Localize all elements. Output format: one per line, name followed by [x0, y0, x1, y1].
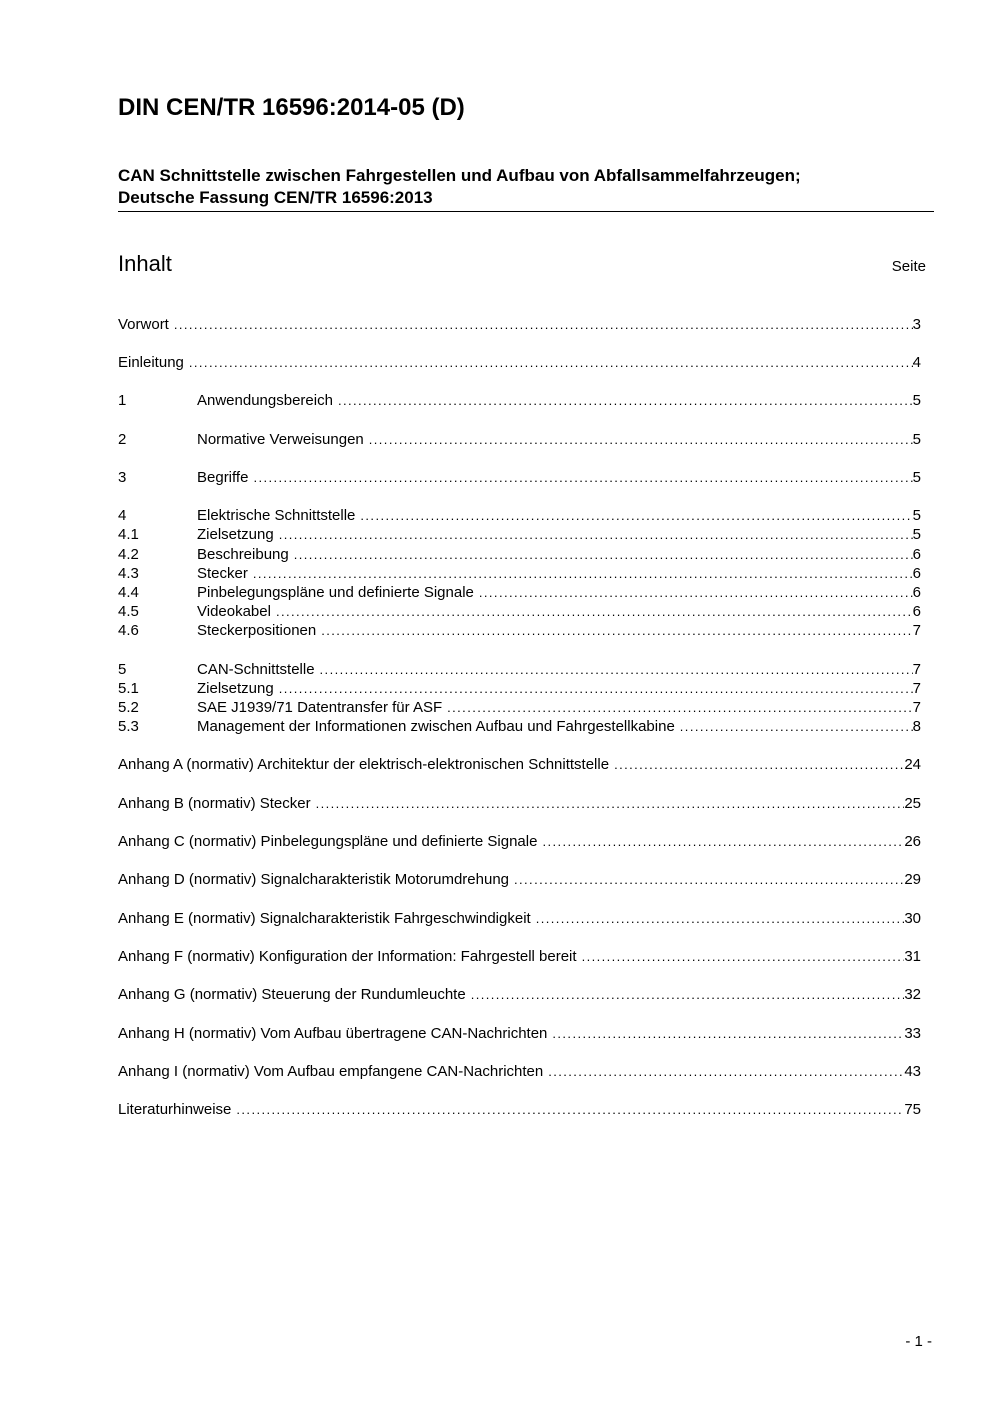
toc-page-column-label: Seite [891, 258, 926, 275]
toc-entry-number: 4.5 [118, 603, 139, 620]
toc-entry-label [197, 545, 921, 565]
toc-dot-leader [360, 506, 912, 526]
toc-entry-label [197, 525, 921, 545]
toc-dot-leader [316, 794, 905, 814]
toc-entry-title: Pinbelegungspläne und definierte Signale [197, 584, 474, 601]
toc-entry-page: 29 [904, 871, 921, 888]
toc-dot-leader [614, 755, 904, 775]
toc-entry-number: 5.2 [118, 699, 139, 716]
document-title-line-1: CAN Schnittstelle zwischen Fahrgestellen und Aufbau von Abfallsammelfahrzeugen; [118, 166, 801, 185]
toc-entry[interactable] [118, 621, 921, 641]
toc-entry[interactable] [118, 468, 921, 488]
toc-entry-number: 2 [118, 431, 127, 448]
toc-dot-leader [279, 525, 913, 545]
toc-entry-label [118, 870, 921, 890]
toc-entry-number: 4.4 [118, 584, 139, 601]
toc-dot-leader [174, 315, 913, 335]
toc-entry[interactable] [118, 430, 921, 450]
toc-entry-number: 5.1 [118, 680, 139, 697]
toc-entry[interactable] [118, 947, 921, 967]
toc-entry-number: 4.6 [118, 622, 139, 639]
toc-entry-title: Anhang D (normativ) Signalcharakteristik Motorumdrehung [118, 871, 510, 888]
toc-entry-label [197, 621, 921, 641]
toc-entry-title: Zielsetzung [197, 526, 274, 543]
toc-entry-title: Management der Informationen zwischen Aufbau und Fahrgestellkabine [197, 718, 675, 735]
toc-entry-page: 8 [912, 718, 921, 735]
toc-entry-number: 4 [118, 507, 127, 524]
toc-entry-page: 5 [912, 469, 921, 486]
toc-entry-label [197, 583, 921, 603]
toc-entry-title: Anhang C (normativ) Pinbelegungspläne und definierte Signale [118, 833, 538, 850]
toc-entry[interactable] [118, 1024, 921, 1044]
toc-entry[interactable] [118, 679, 921, 699]
toc-entry[interactable] [118, 545, 921, 565]
toc-dot-leader [320, 660, 913, 680]
toc-entry-label [118, 832, 921, 852]
toc-entry-page: 4 [912, 354, 921, 371]
toc-entry[interactable] [118, 391, 921, 411]
toc-entry[interactable] [118, 353, 921, 373]
toc-entry-page: 6 [912, 546, 921, 563]
toc-entry-title: Anhang E (normativ) Signalcharakteristik Fahrgeschwindigkeit [118, 910, 531, 927]
toc-entry-title: Anhang F (normativ) Konfiguration der Information: Fahrgestell bereit [118, 948, 577, 965]
toc-dot-leader [471, 985, 905, 1005]
toc-entry-page: 5 [912, 431, 921, 448]
toc-entry-label [118, 985, 921, 1005]
toc-entry-label [197, 564, 921, 584]
toc-dot-leader [680, 717, 913, 737]
toc-entry[interactable] [118, 1100, 921, 1120]
document-title [118, 165, 801, 209]
toc-entry-label [118, 1024, 921, 1044]
toc-entry-title: Anhang I (normativ) Vom Aufbau empfangene CAN-Nachrichten [118, 1063, 544, 1080]
toc-entry-label [197, 679, 921, 699]
toc-entry-number: 5.3 [118, 718, 139, 735]
toc-dot-leader [189, 353, 913, 373]
toc-entry-title: Normative Verweisungen [197, 431, 364, 448]
toc-entry-title: Vorwort [118, 316, 169, 333]
toc-entry[interactable] [118, 315, 921, 335]
toc-entry-page: 5 [912, 507, 921, 524]
toc-entry-title: CAN-Schnittstelle [197, 661, 315, 678]
toc-entry-page: 6 [912, 584, 921, 601]
toc-entry-page: 24 [904, 756, 921, 773]
toc-entry-title: Anwendungsbereich [197, 392, 333, 409]
toc-dot-leader [536, 909, 905, 929]
toc-entry[interactable] [118, 832, 921, 852]
toc-entry-label [197, 468, 921, 488]
toc-dot-leader [294, 545, 913, 565]
toc-dot-leader [338, 391, 913, 411]
toc-entry-title: Videokabel [197, 603, 271, 620]
toc-entry[interactable] [118, 794, 921, 814]
toc-entry-number: 3 [118, 469, 127, 486]
toc-entry-title: Anhang A (normativ) Architektur der elektrisch-elektronischen Schnittstelle [118, 756, 610, 773]
toc-dot-leader [253, 564, 913, 584]
toc-dot-leader [253, 468, 912, 488]
toc-dot-leader [321, 621, 912, 641]
toc-entry-page: 32 [904, 986, 921, 1003]
toc-entry-page: 7 [912, 661, 921, 678]
toc-dot-leader [552, 1024, 904, 1044]
toc-dot-leader [276, 602, 913, 622]
toc-dot-leader [542, 832, 904, 852]
page-number: - 1 - [905, 1333, 932, 1350]
toc-entry-page: 25 [904, 795, 921, 812]
toc-entry-page: 75 [904, 1101, 921, 1118]
toc-entry-label [118, 1100, 921, 1120]
toc-entry-page: 5 [912, 526, 921, 543]
toc-entry-title: Anhang B (normativ) Stecker [118, 795, 311, 812]
toc-entry-label [118, 947, 921, 967]
toc-entry-title: Einleitung [118, 354, 184, 371]
toc-entry-page: 7 [912, 699, 921, 716]
toc-entry-label [197, 430, 921, 450]
toc-entry-page: 30 [904, 910, 921, 927]
toc-entry-number: 4.2 [118, 546, 139, 563]
toc-dot-leader [236, 1100, 904, 1120]
toc-entry-page: 3 [912, 316, 921, 333]
toc-entry-label [118, 909, 921, 929]
toc-dot-leader [279, 679, 913, 699]
toc-entry-title: Beschreibung [197, 546, 289, 563]
toc-entry[interactable] [118, 506, 921, 526]
toc-entry-label [118, 794, 921, 814]
title-divider [118, 211, 934, 212]
toc-entry[interactable] [118, 602, 921, 622]
toc-entry[interactable] [118, 698, 921, 718]
toc-entry-title: Anhang H (normativ) Vom Aufbau übertragene CAN-Nachrichten [118, 1025, 548, 1042]
toc-entry-page: 6 [912, 565, 921, 582]
toc-entry-title: Anhang G (normativ) Steuerung der Rundumleuchte [118, 986, 466, 1003]
toc-dot-leader [514, 870, 904, 890]
document-title-line-2: Deutsche Fassung CEN/TR 16596:2013 [118, 188, 433, 207]
toc-dot-leader [479, 583, 913, 603]
toc-entry[interactable] [118, 717, 921, 737]
toc-entry[interactable] [118, 755, 921, 775]
toc-entry-title: Begriffe [197, 469, 249, 486]
toc-entry-title: Zielsetzung [197, 680, 274, 697]
toc-entry-label [197, 698, 921, 718]
toc-entry[interactable] [118, 660, 921, 680]
toc-entry-page: 7 [912, 622, 921, 639]
toc-entry[interactable] [118, 564, 921, 584]
toc-entry-label [197, 506, 921, 526]
toc-entry[interactable] [118, 1062, 921, 1082]
toc-entry-label [197, 602, 921, 622]
toc-heading: Inhalt [118, 251, 172, 276]
toc-entry-label [197, 717, 921, 737]
toc-entry-page: 7 [912, 680, 921, 697]
toc-entry-page: 6 [912, 603, 921, 620]
toc-entry-label [118, 1062, 921, 1082]
toc-entry-title: Elektrische Schnittstelle [197, 507, 356, 524]
toc-entry-page: 33 [904, 1025, 921, 1042]
toc-dot-leader [582, 947, 905, 967]
toc-dot-leader [369, 430, 913, 450]
toc-entry-number: 1 [118, 392, 127, 409]
toc-entry[interactable] [118, 985, 921, 1005]
toc-entry-label [118, 755, 921, 775]
toc-entry-number: 4.1 [118, 526, 139, 543]
toc-entry[interactable] [118, 870, 921, 890]
toc-entry-page: 26 [904, 833, 921, 850]
toc-entry-label [118, 315, 921, 335]
toc-entry-title: Stecker [197, 565, 248, 582]
toc-entry-label [118, 353, 921, 373]
toc-entry-page: 43 [904, 1063, 921, 1080]
toc-entry-number: 5 [118, 661, 127, 678]
toc-entry-page: 5 [912, 392, 921, 409]
toc-entry-title: Steckerpositionen [197, 622, 317, 639]
toc-entry-title: Literaturhinweise [118, 1101, 232, 1118]
toc-dot-leader [548, 1062, 904, 1082]
toc-entry-title: SAE J1939/71 Datentransfer für ASF [197, 699, 443, 716]
toc-entry[interactable] [118, 909, 921, 929]
document-id: DIN CEN/TR 16596:2014-05 (D) [118, 94, 465, 121]
toc-entry[interactable] [118, 525, 921, 545]
toc-entry-number: 4.3 [118, 565, 139, 582]
toc-entry-page: 31 [904, 948, 921, 965]
toc-entry-label [197, 660, 921, 680]
toc-dot-leader [447, 698, 913, 718]
toc-entry-label [197, 391, 921, 411]
toc-entry[interactable] [118, 583, 921, 603]
